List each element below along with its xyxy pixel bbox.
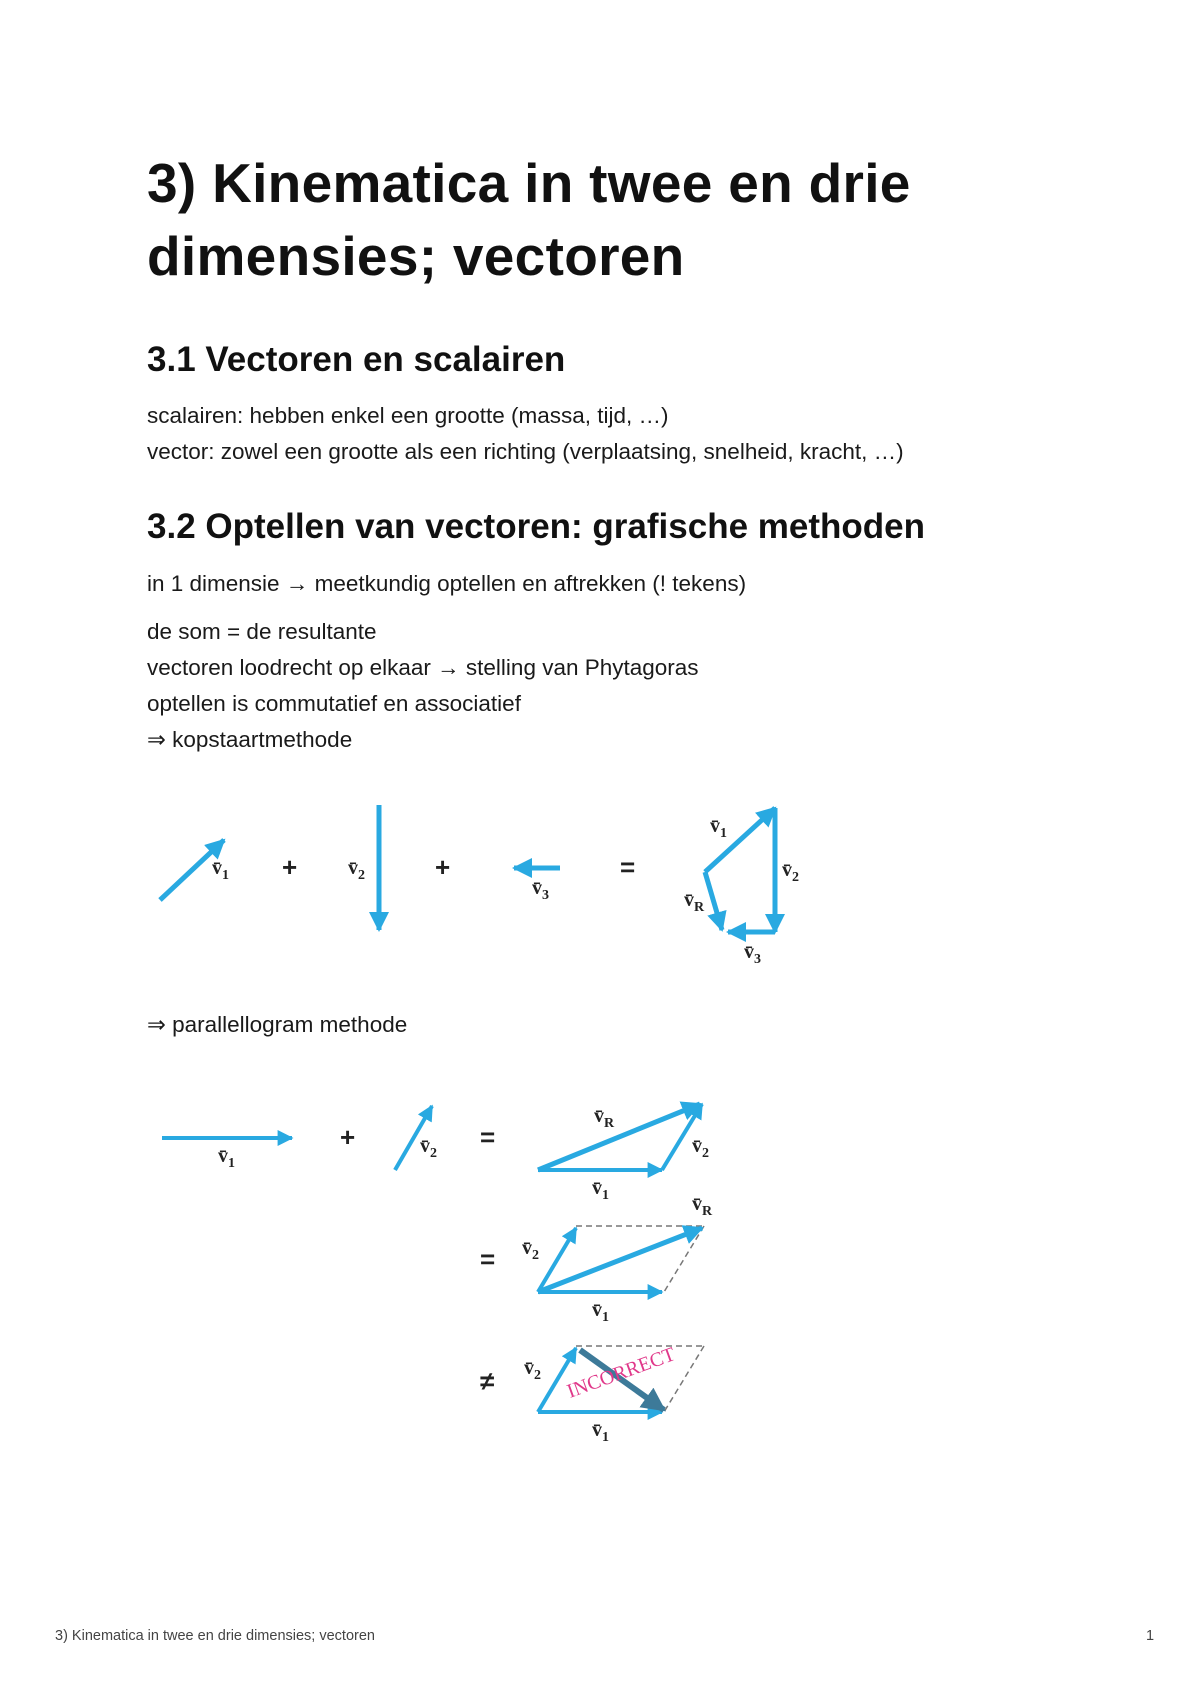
paragraph-commutatief: optellen is commutatief en associatief <box>147 691 521 716</box>
triangle-method-diagram <box>538 1104 702 1170</box>
page-title-line-2: dimensies; vectoren <box>147 225 685 287</box>
plus-sign: + <box>435 852 451 882</box>
parallelogram-correct-diagram <box>538 1226 704 1292</box>
not-equals-sign: ≠ <box>480 1366 495 1396</box>
vector-vr-label: $v̄_R$ <box>684 889 705 915</box>
section-heading-3-1: 3.1 Vectoren en scalairen <box>147 340 566 379</box>
vector-v2-label: $v̄_2$ <box>348 857 365 883</box>
paragraph-1-dimensie: in 1 dimensie → meetkundig optellen en aftrekken (! tekens) <box>147 571 747 596</box>
paragraph-scalairen: scalairen: hebben enkel een grootte (massa, tijd, …) <box>147 403 669 428</box>
vector-v2-label: $v̄_2$ <box>692 1135 709 1161</box>
plus-sign: + <box>282 852 298 882</box>
vector-v1-label: $v̄_1$ <box>592 1177 609 1203</box>
paragraph-kopstaartmethode: ⇒ kopstaartmethode <box>147 727 353 752</box>
equals-sign: = <box>480 1244 496 1274</box>
vector-v2-label: $v̄_2$ <box>420 1135 437 1161</box>
vector-v1-label: $v̄_1$ <box>592 1299 609 1325</box>
vector-v1-label: $v̄_1$ <box>592 1419 609 1445</box>
section-heading-3-2: 3.2 Optellen van vectoren: grafische methoden <box>147 507 925 546</box>
plus-sign: + <box>340 1122 356 1152</box>
vector-v1-label: $v̄_1$ <box>218 1145 235 1171</box>
paragraph-loodrecht: vectoren loodrecht op elkaar → stelling van Phytagoras <box>147 655 699 680</box>
footer-page-number: 1 <box>1146 1628 1155 1644</box>
vector-v3-label: $v̄_3$ <box>532 877 549 903</box>
footer-title: 3) Kinematica in twee en drie dimensies; vectoren <box>55 1628 375 1644</box>
equals-sign: = <box>480 1122 496 1152</box>
vector-v1-label: $v̄_1$ <box>212 857 229 883</box>
paragraph-vector: vector: zowel een grootte als een richting (verplaatsing, snelheid, kracht, …) <box>147 439 904 464</box>
paragraph-som: de som = de resultante <box>147 619 377 644</box>
paragraph-parallellogram-methode: ⇒ parallellogram methode <box>147 1012 408 1037</box>
incorrect-stamp: INCORRECT <box>564 1343 679 1403</box>
vector-v2-label: $v̄_2$ <box>522 1237 539 1263</box>
vector-v1-label: $v̄_1$ <box>710 815 727 841</box>
vector-v3-label: $v̄_3$ <box>744 941 761 967</box>
vector-vr-label: $v̄_R$ <box>692 1193 713 1219</box>
page-title-line-1: 3) Kinematica in twee en drie <box>147 152 911 214</box>
vector-vr-label: $v̄_R$ <box>594 1105 615 1131</box>
vector-v2-label: $v̄_2$ <box>782 859 799 885</box>
vector-v2-label: $v̄_2$ <box>524 1357 541 1383</box>
equals-sign: = <box>620 852 636 882</box>
